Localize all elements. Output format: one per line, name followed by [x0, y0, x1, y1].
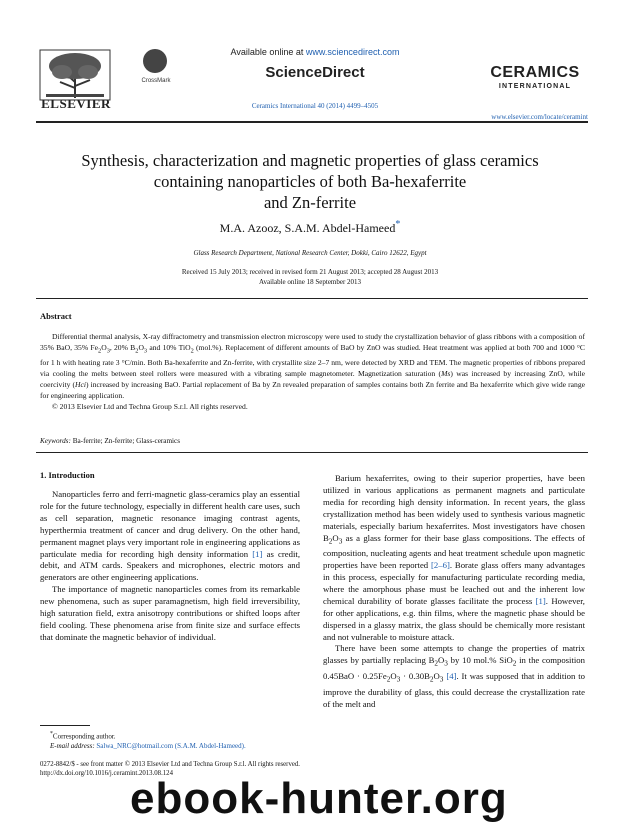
keywords-label: Keywords:	[40, 437, 71, 445]
paragraph-text: . It was supposed that in addition to improve the durability of glass, this could decrease the crystallization rate of the melt and	[323, 670, 585, 709]
watermark: ebook-hunter.org	[130, 774, 508, 823]
paragraph-text: O	[332, 532, 339, 543]
paragraph-text: as credit, debit, and ATM cards. Speakers and microphones, electric motors and generators are other engineering applications.	[40, 548, 301, 583]
authors	[40, 219, 580, 236]
sciencedirect-logo: ScienceDirect	[265, 64, 365, 81]
header-divider	[36, 121, 588, 123]
online-date: Available online 18 September 2013	[258, 278, 362, 286]
paragraph-text: O	[438, 655, 445, 666]
paragraph-text: O	[390, 670, 397, 681]
keywords	[40, 437, 585, 445]
publisher-name: ELSEVIER	[41, 96, 111, 111]
section-heading-introduction: 1. Introduction	[40, 470, 95, 480]
paragraph-text: Barium hexaferrites, owing to their superior properties, have been utilized in various applications as permanent magnets and particulate media for recording high density information. In recent years, the glass crystallization method has been widely used to synthesis various magnetic materials, especially barium hexaferrites. Most investigators have chosen B	[323, 473, 585, 543]
paragraph-text: by 10 mol.% SiO	[447, 655, 513, 666]
abstract-top-rule	[36, 298, 588, 299]
abstract-text: O	[101, 343, 107, 352]
journal-name-sub: INTERNATIONAL	[498, 83, 572, 90]
footnote	[40, 729, 302, 751]
journal-url[interactable]: www.elsevier.com/locate/ceramint	[491, 113, 588, 121]
title-line: and Zn-ferrite	[263, 193, 357, 212]
paragraph-text: in the composition 0.45BaO · 0.25Fe	[323, 655, 585, 681]
title-line: containing nanoparticles of both Ba-hexaferrite	[153, 172, 467, 191]
paragraph: The importance of magnetic nanoparticles comes from its remarkable new phenomena, such as super paramagnetism, high field irreversibility, high saturation field, extra anisotropy contributions or shifted loops after field cooling. These phenomena arise from finite size and surface effects that dominate the magnetic behavior of individual.	[40, 584, 300, 642]
abstract-text: ) was increased by increasing ZnO, while coercivity (	[40, 368, 586, 389]
copyright-notice: © 2013 Elsevier Ltd and Techna Group S.r.l. All rights reserved.	[52, 401, 248, 411]
journal-name: CERAMICS	[490, 64, 580, 81]
abstract-text: Hci	[75, 379, 86, 389]
abstract-text: Differential thermal analysis, X-ray diffractometry and transmission electron microscopy were used to study the crystallization behavior of glass ribbons with a composition of 35% BaO, 35% Fe	[40, 332, 585, 352]
available-online	[210, 47, 420, 57]
paragraph: There have been some attempts to change the properties of matrix glasses by partially replacing $B_2O_3$ by 10 mol.% SiO$_2$ in the composition $0.45BaO \cdot 0.25Fe_2O_3 \cdot 0.30B_2O_3$ [4]. It was supposed that in addition to improve the durability of glass, this could decrease the crystallization rate of the melt and	[323, 643, 585, 709]
citation-link[interactable]: [2–6]	[431, 560, 450, 571]
right-column	[323, 473, 585, 710]
sciencedirect-url[interactable]: www.sciencedirect.com	[305, 47, 400, 57]
paragraph-text: O	[433, 670, 440, 681]
abstract-body	[40, 331, 585, 412]
footnote-rule	[40, 725, 90, 726]
title-line: Synthesis, characterization and magnetic properties of glass ceramics	[81, 151, 539, 170]
crossmark-label: CrossMark	[141, 78, 171, 84]
citation-link[interactable]: [4]	[446, 670, 457, 681]
footnote-mark: *	[50, 731, 53, 737]
paragraph-text: Nanoparticles ferro and ferri-magnetic glass-ceramics play an essential role for the future technology, especially in different health care uses, such as cell separation, magnetic resonance imaging contrast agents, hyperthermia treatment of cancer and drug delivery. On the other hand, permanent magnet plays very important role in engineering applications as particulate media for recording high density information	[40, 489, 300, 559]
article-title	[40, 150, 580, 213]
paragraph-text: · 0.30B	[400, 670, 430, 681]
abstract-text: , 20% B	[109, 343, 136, 352]
available-prefix: Available online at	[230, 47, 306, 57]
paragraph: Barium hexaferrites, owing to their superior properties, have been utilized in various applications as permanent magnets and particulate media for recording high density information. In recent years, the glass crystallization method has been widely used to synthesis various magnetic materials, especially barium hexaferrites. Most investigators have chosen $B_2O_3$ as a glass former for their base glass compositions. The effects of composition, nucleating agents and heat treatment schedule upon magnetic properties have been reported [2–6]. Borate glass offers many advantages in this process, especially for manufacturing particulate recording media, where the amorphous phase must be leached out and the inherent low chemical durability of borate glasses facilitate the process [1]. However, for other applications, e.g. thin films, where the magnetic phase should be dispersed in a glassy matrix, the glass should be chemically more resistant and not vulnerable to moisture attack.	[323, 473, 585, 642]
abstract-text: Ms	[441, 368, 451, 378]
abstract-text: ) increased by increasing BaO. Partial replacement of Ba by Zn revealed preparation of samples contains both Zn ferrite and Ba hexaferrite which give wide range for engineering application.	[40, 379, 585, 400]
corresponding-label: Corresponding author.	[52, 732, 116, 741]
paragraph-text: . Borate glass offers many advantages in this process, especially for manufacturing particulate recording media, where the amorphous phase must be leached out and the inherent low chemical durability of borate glasses facilitate the process	[323, 560, 585, 606]
citation-link[interactable]: [1]	[252, 548, 263, 559]
crossmark-icon[interactable]	[143, 49, 167, 73]
abstract-paragraph: Differential thermal analysis, X-ray diffractometry and transmission electron microscopy were used to study the crystallization behavior of glass ribbons with a composition of 35% BaO, 35% $Fe_2O_3$, 20% $B_2O_3$ and 10% TiO$_2$ (mol.%). Replacement of different amounts of BaO by ZnO was studied. Heat treatment was applied at both 700 and 1000 °C for 1 h with heating rate 3 °C/min. Both Ba-hexaferrite and Zn-ferrite, with crystallite size 2–7 nm, were detected by XRD and TEM. The magnetic properties of ribbons prepared via cooling the melts between steel rollers were measured with a vibrating sample magnetometer. Magnetization saturation (Ms) was increased by increasing ZnO, while coercivity (Hci) increased by increasing BaO. Partial replacement of Ba by Zn revealed preparation of samples contains both Zn ferrite and Ba hexaferrite which give wide range for engineering application.	[40, 332, 586, 400]
keywords-list: Ba-ferrite; Zn-ferrite; Glass-ceramics	[70, 437, 181, 445]
email-note	[40, 741, 302, 751]
article-dates	[40, 267, 580, 287]
corresponding-author-mark[interactable]: *	[395, 219, 401, 230]
abstract-text: O	[138, 343, 144, 352]
paragraph-text: There have been some attempts to change the properties of matrix glasses by partially replacing B	[323, 643, 585, 666]
email-link[interactable]: Salwa_NRC@hotmail.com (S.A.M. Abdel-Hameed).	[96, 742, 246, 751]
corresponding-note	[40, 729, 302, 741]
left-column	[40, 489, 300, 644]
received-dates: Received 15 July 2013; received in revised form 21 August 2013; accepted 28 August 2013	[181, 268, 439, 276]
abstract-heading: Abstract	[40, 311, 72, 321]
footer-doi[interactable]: http://dx.doi.org/10.1016/j.ceramint.2013.08.124	[40, 770, 173, 777]
abstract-bottom-rule	[36, 452, 588, 453]
journal-reference[interactable]: Ceramics International 40 (2014) 4499–4505	[251, 102, 379, 110]
paragraph	[40, 489, 300, 584]
footer-copyright: 0272-8842/$ - see front matter © 2013 Elsevier Ltd and Techna Group S.r.l. All rights reserved.	[40, 761, 300, 768]
abstract-text: (mol.%). Replacement of different amounts of BaO by ZnO was studied. Heat treatment was applied at both 700 and 1000 °C for 1 h with heating rate 3 °C/min. Both Ba-hexaferrite and Zn-ferrite, with crystallite size 2–7 nm, were detected by XRD and TEM. The magnetic properties of ribbons prepared via cooling the melts between steel rollers were measured with a vibrating sample magnetometer. Magnetization saturation (	[40, 343, 585, 378]
affiliation: Glass Research Department, National Research Center, Dokki, Cairo 12622, Egypt	[193, 249, 427, 257]
paragraph-text: as a glass former for their base glass compositions. The effects of composition, nucleating agents and heat treatment schedule upon magnetic properties have been reported	[323, 532, 585, 571]
author-names: M.A. Azooz, S.A.M. Abdel-Hameed	[219, 221, 396, 235]
email-label: E-mail address:	[50, 742, 97, 751]
citation-link[interactable]: [1]	[535, 595, 546, 606]
abstract-text: and 10% TiO	[147, 343, 191, 352]
paragraph-text: . However, for other applications, e.g. thin films, where the magnetic phase should be dispersed in a glassy matrix, the glass should be chemically more resistant and not vulnerable to moisture attack.	[323, 595, 585, 642]
